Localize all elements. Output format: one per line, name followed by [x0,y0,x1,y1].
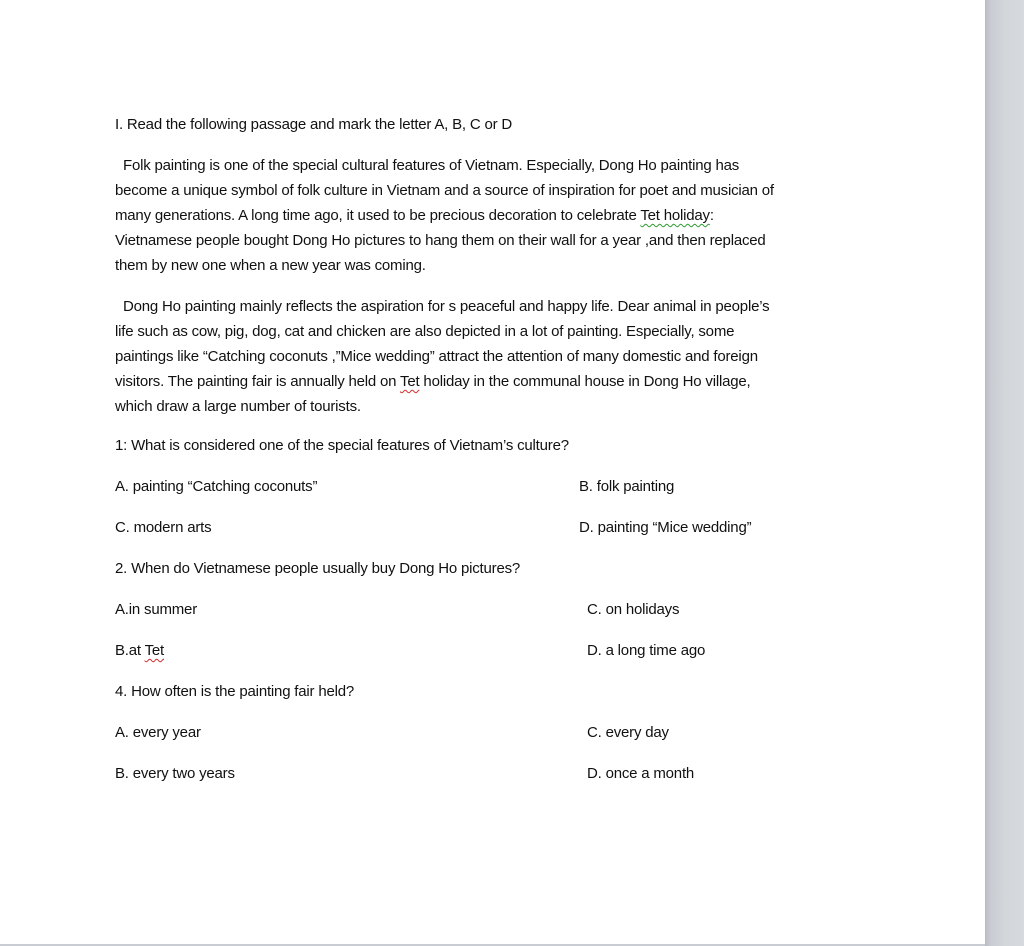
question-4-text: 4. How often is the painting fair held? [115,683,355,700]
passage-line: which draw a large number of tourists. [115,398,361,415]
question-4-option-c: C. every day [587,724,669,741]
question-2-option-a: A.in summer [115,601,197,618]
question-1-option-d: D. painting “Mice wedding” [579,519,752,536]
passage-paragraph-1 [115,153,875,278]
question-1-option-c: C. modern arts [115,519,212,536]
question-2-option-b [115,642,164,659]
passage-line [115,203,875,228]
grammar-flagged-text[interactable]: Tet holiday [640,207,710,224]
question-1-text: 1: What is considered one of the special features of Vietnam’s culture? [115,437,569,454]
workspace-gutter [985,0,1024,946]
passage-line: Dong Ho painting mainly reflects the aspiration for s peaceful and happy life. Dear animal in people’s [123,298,770,315]
question-1-option-a: A. painting “Catching coconuts” [115,478,318,495]
passage-paragraph-2 [115,294,875,419]
question-4-option-d: D. once a month [587,765,695,782]
passage-line: paintings like “Catching coconuts ,”Mice wedding” attract the attention of many domestic and foreign [115,348,758,365]
passage-text: many generations. A long time ago, it used to be precious decoration to celebrate [115,207,641,224]
spelling-flagged-text[interactable]: Tet [400,373,420,390]
question-2-option-c: C. on holidays [587,601,680,618]
passage-line: Vietnamese people bought Dong Ho pictures to hang them on their wall for a year ,and then replaced [115,232,766,249]
spelling-flagged-text[interactable]: Tet [144,642,165,659]
passage-text: visitors. The painting fair is annually held on [115,373,401,390]
question-2-text: 2. When do Vietnamese people usually buy Dong Ho pictures? [115,560,521,577]
question-1-option-b: B. folk painting [579,478,675,495]
passage-line [115,369,875,394]
passage-line: them by new one when a new year was coming. [115,257,426,274]
passage-line: become a unique symbol of folk culture in Vietnam and a source of inspiration for poet and musician of [115,182,774,199]
passage-line: life such as cow, pig, dog, cat and chicken are also depicted in a lot of painting. Especially, some [115,323,735,340]
passage-line: Folk painting is one of the special cultural features of Vietnam. Especially, Dong Ho painting has [123,157,740,174]
passage-text: : [709,207,714,224]
instruction-text: I. Read the following passage and mark the letter A, B, C or D [115,116,512,133]
question-4-option-b: B. every two years [115,765,235,782]
option-text: B.at [115,642,145,659]
passage-text: holiday in the communal house in Dong Ho village, [419,373,751,390]
question-4-option-a: A. every year [115,724,201,741]
question-2-option-d: D. a long time ago [587,642,706,659]
